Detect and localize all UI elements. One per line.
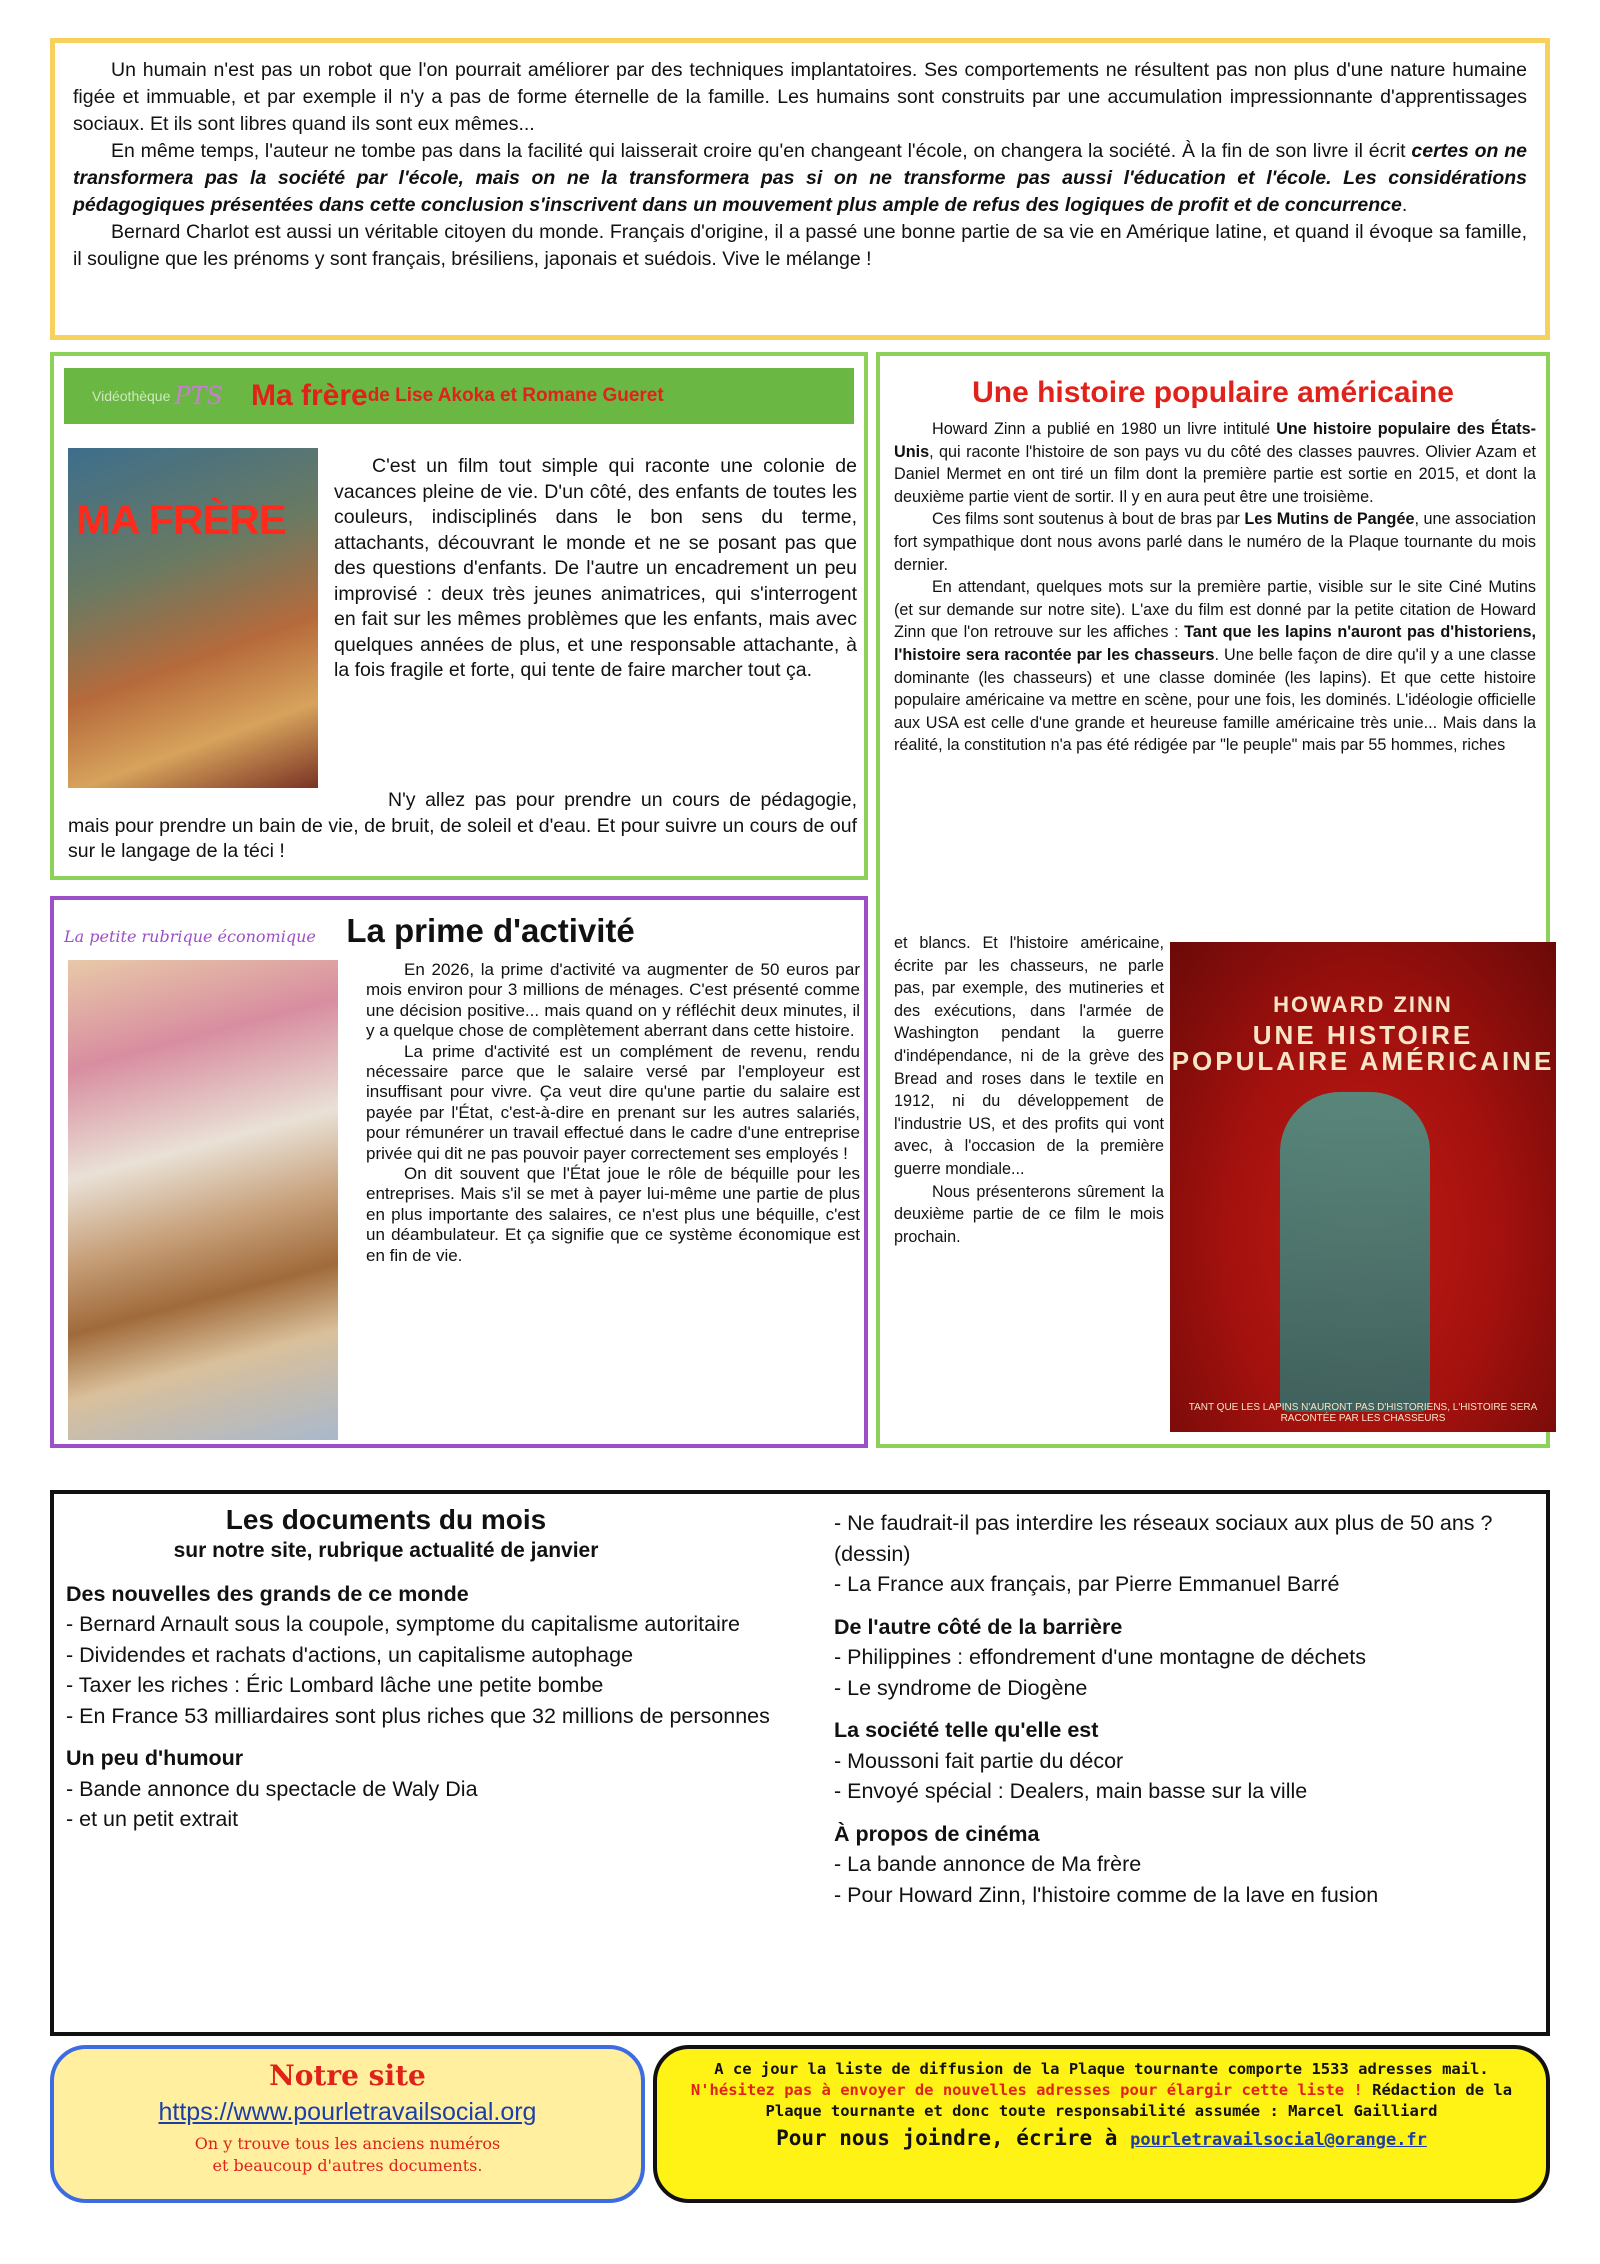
contact-info-b: Rédaction de la Plaque tournante et donc toute responsabilité assumée : Marcel Gailliard [765,2081,1513,2120]
economy-rubric: La petite rubrique économique [64,927,316,946]
usa-mutins-name: Les Mutins de Pangée [1244,510,1415,529]
usa-paragraph-1 [894,418,1536,508]
list-item[interactable]: - Bande annonce du spectacle de Waly Dia [66,1776,478,1801]
our-site-box [50,2045,645,2203]
section-heading-societe: La société telle qu'elle est [834,1718,1099,1742]
list-item[interactable]: - Bernard Arnault sous la coupole, symptome du capitalisme autoritaire [66,1612,741,1636]
usa-p2-a: Ces films sont soutenus à bout de bras par [932,510,1245,529]
section-heading-humour: Un peu d'humour [66,1746,244,1770]
list-item[interactable]: - Le syndrome de Diogène [834,1675,1088,1700]
poster-bottom-text: TANT QUE LES LAPINS N'AURONT PAS D'HISTORIENS, L'HISTOIRE SERA RACONTÉE PAR LES CHASSEURS [1188,1402,1538,1424]
film-authors: de Lise Akoka et Romane Gueret [367,385,664,406]
usa-paragraph-2 [894,508,1536,576]
usa-book-title: Une histoire populaire des États-Unis [894,420,1536,461]
economy-paragraph-1: En 2026, la prime d'activité va augmenter de 50 euros par mois environ pour 3 millions de ménages. C'est présenté comme une décision positive... mais quand on y réfléchit deux minutes, il y a quelque chose de complètement aberrant dans cette histoire. [366,960,860,1041]
contact-join [677,2126,1526,2150]
list-item[interactable]: - La bande annonce de Ma frère [834,1852,1142,1876]
site-desc-line-1: On y trouve tous les anciens numéros [194,2134,501,2153]
list-item[interactable]: - Ne faudrait-il pas interdire les réseaux sociaux aux plus de 50 ans ? (dessin) [834,1511,1493,1566]
usa-p3-a: En attendant, quelques mots sur la première partie, visible sur le site Ciné Mutins (et sur demande sur notre site). L'axe du film est donné par la petite citation de Howard Zinn que l'on retrouve sur les affiches : [894,578,1536,642]
pts-logo: PTS [174,382,223,410]
howard-zinn-poster-image [1170,942,1556,1432]
statue-of-liberty-figure [1280,1092,1430,1412]
usa-p1-a: Howard Zinn a publié en 1980 un livre intitulé [932,420,1277,438]
intro-paragraph-3: Bernard Charlot est aussi un véritable citoyen du monde. Français d'origine, il a passé une bonne partie de sa vie en Amérique latine, et quand il évoque sa famille, il souligne que les prénoms y sont français, brésiliens, japonais et suédois. Vive le mélange ! [73,221,1527,270]
intro-paragraph-1: Un humain n'est pas un robot que l'on pourrait améliorer par des techniques implantatoires. Ses comportements ne résultent pas non plus d'une nature humaine figée et immuable, et par exemple il n'y a pas de forme éternelle de la famille. Les humains sont construits par une accumulation impressionnante d'apprentissages sociaux. Et ils sont libres quand ils sont eux mêmes... [73,59,1527,135]
film-title: Ma frère [250,379,368,412]
poster-line-1: HOWARD ZINN [1273,992,1453,1017]
section-heading-cinema: À propos de cinéma [834,1821,1040,1846]
list-item[interactable]: - Taxer les riches : Éric Lombard lâche une petite bombe [66,1673,604,1697]
list-item[interactable]: - et un petit extrait [66,1807,239,1831]
site-description [54,2133,641,2177]
list-item[interactable]: - Philippines : effondrement d'une montagne de déchets [834,1645,1367,1669]
contact-info-a: A ce jour la liste de diffusion de la Plaque tournante comporte 1533 adresses mail. [714,2060,1489,2078]
list-item[interactable]: - Envoyé spécial : Dealers, main basse sur la ville [834,1779,1308,1803]
intro-paragraph-2 [73,138,1527,219]
list-item[interactable]: - En France 53 milliardaires sont plus riches que 32 millions de personnes [66,1703,770,1728]
usa-paragraph-3-end: et blancs. Et l'histoire américaine, écrite par les chasseurs, ne parle pas, par exemple, des mutineries et des exécutions, dans l'armée de Washington pendant la guerre d'indépendance, ni de la grève des Bread and roses dans le textile en 1912, ni du développement de l'industrie US, et des profits qui vont avec, à l'occasion de la première guerre mondiale... [894,934,1164,1178]
film-paragraph-2: N'y allez pas pour prendre un cours de pédagogie, mais pour prendre un bain de vie, de bruit, de soleil et d'eau. Et pour suivre un cours de ouf sur le langage de la téci ! [68,789,857,862]
contact-info [677,2059,1526,2122]
usa-title: Une histoire populaire américaine [972,376,1454,409]
howard-zinn-box [876,352,1555,1448]
usa-p2-c: , une association fort sympathique dont nous avons parlé dans le numéro de la Plaque tournante du mois dernier. [894,510,1536,574]
contact-info-red: N'hésitez pas à envoyer de nouvelles adresses pour élargir cette liste ! [690,2081,1363,2099]
economy-text [366,960,860,1266]
euro-banknotes-image [68,960,338,1440]
intro-box [50,38,1550,340]
list-item[interactable]: - Dividendes et rachats d'actions, un capitalisme autophage [66,1642,634,1667]
intro-p2-end: . [1401,194,1408,216]
economy-box [50,896,868,1448]
section-heading-grands: Des nouvelles des grands de ce monde [66,1581,469,1606]
usa-quote: Tant que les lapins n'auront pas d'historiens, l'histoire sera racontée par les chasseurs [894,623,1536,664]
economy-title: La prime d'activité [346,912,635,949]
economy-paragraph-3: On dit souvent que l'État joue le rôle de béquille pour les entreprises. Mais s'il se met à payer lui-même une partie de plus en plus importante des salaires, ce n'est plus une béquille, c'est un déambulateur. Et ça signifie que ce système économique est en fin de vie. [366,1164,860,1265]
documents-subtitle: sur notre site, rubrique actualité de janvier [173,1539,599,1562]
documents-column-2 [834,1508,1544,1910]
film-review-box [50,352,868,880]
intro-p2-start: En même temps, l'auteur ne tombe pas dans la facilité qui laisserait croire qu'en changeant l'école, on changera la société. À la fin de son livre il écrit [111,140,1412,162]
section-heading-barriere: De l'autre côté de la barrière [834,1614,1123,1639]
ma-frere-poster-image [68,448,318,788]
economy-header [64,912,635,950]
list-item[interactable]: - La France aux français, par Pierre Emmanuel Barré [834,1572,1340,1596]
poster-title: MA FRÈRE [76,496,286,543]
contact-email-link[interactable]: pourletravailsocial@orange.fr [1130,2130,1427,2150]
economy-paragraph-2: La prime d'activité est un complément de revenu, rendu nécessaire parce que le salaire versé par l'employeur est insuffisant pour vivre. Ça veut dire qu'une partie du salaire est payée par l'État, c'est-à-dire en prenant sur les autres salariés, pour rémunérer un travail effectué dans le cadre d'une entreprise privée qui dit ne pas pouvoir payer correctement ses employés ! [366,1041,860,1163]
film-banner [64,368,854,424]
film-paragraph-1: C'est un film tout simple qui raconte une colonie de vacances pleine de vie. D'un côté, des enfants de toutes les couleurs, indisciplinés dans le bon sens du terme, attachants, découvrant le monde et ne se posant pas que des questions d'enfants. De l'autre un encadrement un peu improvisé : deux très jeunes animatrices, qui s'interrogent en fait sur les mêmes problèmes que les enfants, mais avec quelques années de plus, et une responsable attachante, à la fois fragile et forte, qui tente de faire marcher tout ça. [334,455,857,681]
usa-text-left [894,932,1164,1248]
usa-p3-c: . Une belle façon de dire qu'il y a une classe dominante (les chasseurs) et une classe dominée (les lapins). Et que cette histoire populaire américaine va mettre en scène, pour une fois, les dominés. L'idéologie officielle aux USA est celle d'une grande et heureuse famille américaine très unie... Mais dans la réalité, la constitution n'a pas été rédigée par "le peuple" mais par 55 hommes, riches [894,645,1536,755]
site-desc-line-2: et beaucoup d'autres documents. [212,2156,483,2175]
usa-text-top [894,418,1536,757]
contact-join-label: Pour nous joindre, écrire à [776,2126,1131,2150]
documents-column-1 [66,1504,806,1835]
documents-title: Les documents du mois [225,1504,547,1535]
poster-line-2: UNE HISTOIRE POPULAIRE AMÉRICAINE [1171,1020,1555,1076]
contact-box [653,2045,1550,2203]
intro-p2-quote: certes on ne transformera pas la société par l'école, mais on ne la transformera pas si on ne transforme pas aussi l'éducation et l'école. Les considérations pédagogiques présentées dans cette conclusion s'inscrivent dans un mouvement plus ample de refus des logiques de profit et de concurrence [73,140,1527,216]
videotheque-label: Vidéothèque [92,388,171,404]
usa-p1-c: , qui raconte l'histoire de son pays vu du côté des classes pauvres. Olivier Azam et Daniel Mermet en ont tiré un film dont la première partie est sortie en 2015, et dont la deuxième partie vient de sortir. Il y en aura peut être une troisième. [894,442,1536,506]
usa-paragraph-3 [894,576,1536,757]
site-url-link[interactable]: https://www.pourletravailsocial.org [158,2098,537,2126]
list-item[interactable]: - Pour Howard Zinn, l'histoire comme de la lave en fusion [834,1882,1379,1907]
usa-paragraph-4: Nous présenterons sûrement la deuxième partie de ce film le mois prochain. [894,1182,1164,1246]
list-item[interactable]: - Moussoni fait partie du décor [834,1748,1124,1773]
documents-box [50,1490,1550,2036]
site-heading: Notre site [269,2059,426,2092]
